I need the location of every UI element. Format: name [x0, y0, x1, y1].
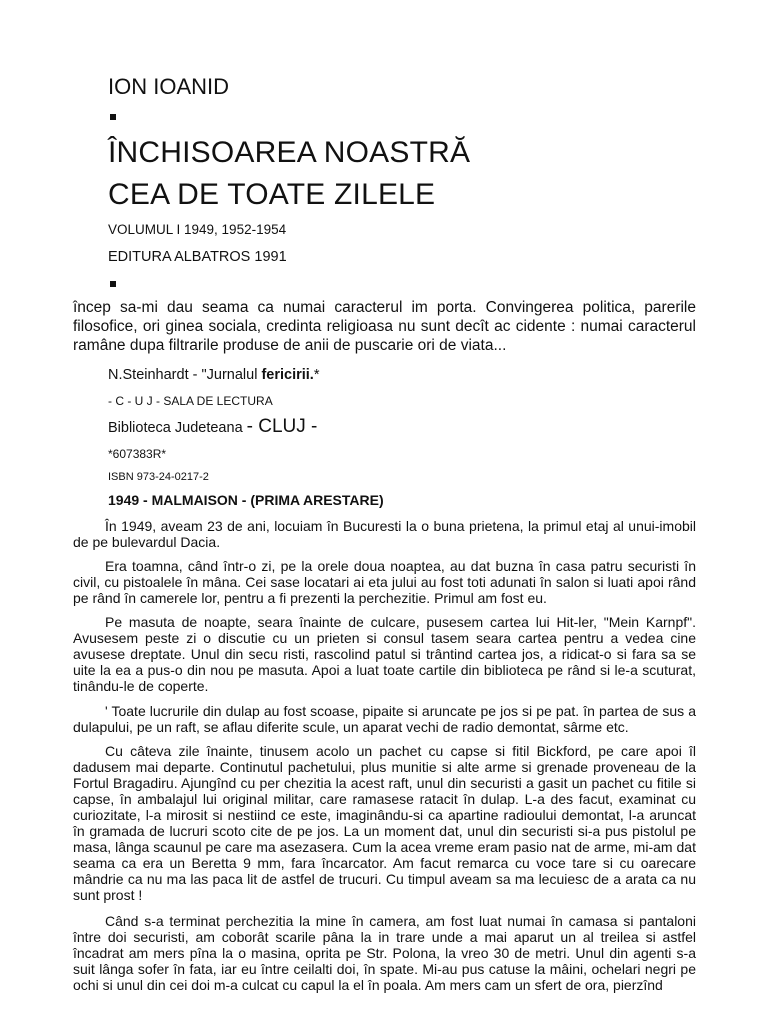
epigraph: încep sa-mi dau seama ca numai caracterul im porta. Convingerea politica, parerile filosofice, ori ginea sociala, credinta religioasa nu sunt decît ac cidente : numai caracterul ramâne dupa filtrarile produse de anii de puscarie ori de viata... — [73, 299, 696, 354]
library-city: - CLUJ - — [246, 416, 318, 437]
epigraph-source-bold: fericirii. — [261, 367, 314, 383]
epigraph-source — [108, 367, 320, 383]
paragraph: ' Toate lucrurile din dulap au fost scoase, pipaite si aruncate pe jos si pe pat. în partea de sus a dulapului, pe un raft, se aflau diferite scule, un aparat vechi de radio demontat, sârme etc. — [73, 703, 696, 735]
chapter-heading: 1949 - MALMAISON - (PRIMA ARESTARE) — [108, 492, 384, 508]
volume-info: VOLUMUL I 1949, 1952-1954 — [108, 222, 287, 237]
publisher-info: EDITURA ALBATROS 1991 — [108, 249, 287, 265]
catalog-number: *607383R* — [108, 447, 167, 461]
author-name: ION IOANID — [108, 74, 230, 99]
epigraph-source-text: N.Steinhardt - "Jurnalul — [108, 367, 262, 383]
paragraph: Cu câteva zile înainte, tinusem acolo un pachet cu capse si fitil Bickford, pe care apoi îl dadusem mai departe. Continutul pachetului, plus munitie si alte arme si grenade proveneau de la Fortul Bragadiru. Ajungînd cu per chezitia la acest raft, unul din securisti a gasit un pachet cu fitile si capse, în ambalajul lui original militar, care ramasese ratacit în dulap. L-a des facut, examinat cu curiozitate, l-a mirosit si nestiind ce este, imaginându-si ca apartine radioului demontat, l-a aruncat în gramada de lucruri scoto cite de pe jos. La un moment dat, unul din securisti si-a pus pistolul pe masa, lânga scaunul pe care ma asezasera. Cum la acea vreme eram pasio nat de arme, mi-am dat seama ca era un Beretta 9 mm, fara încarcator. Am facut remarca cu voce tare si cu oarecare mândrie ca nu ma las paca lit de astfel de trucuri. Cu timpul aveam sa ma lecuiesc de a arata ca nu sunt prost ! — [73, 743, 696, 903]
paragraph: În 1949, aveam 23 de ani, locuiam în Bucuresti la o buna prietena, la primul etaj al unui-imobil de pe bulevardul Dacia. — [73, 518, 696, 550]
library-line — [108, 416, 317, 438]
library-name: Biblioteca Judeteana — [108, 420, 247, 436]
library-stamp: - C - U J - SALA DE LECTURA — [108, 394, 273, 408]
book-title-line-2: CEA DE TOATE ZILELE — [108, 178, 436, 211]
paragraph: Pe masuta de noapte, seara înainte de culcare, pusesem cartea lui Hit-ler, "Mein Karnpf". Avusesem peste zi o discutie cu un prieten si consul tasem seara cartea pentru a vedea cine avusese dreptate. Unul din secu risti, rascolind patul si trântind cartea jos, a ridicat-o si fara sa se uite la ea a pus-o din nou pe masuta. Apoi a luat toate cartile din biblioteca pe rând si le-a scuturat, tinându-le de coperte. — [73, 614, 696, 694]
epigraph-source-end: * — [313, 367, 320, 383]
book-title-line-1: ÎNCHISOAREA NOASTRĂ — [108, 136, 471, 169]
paragraph: Când s-a terminat perchezitia la mine în camera, am fost luat numai în camasa si pantaloni între doi securisti, am coborât scarile pâna la in trare unde a mai aparut un al treilea si astfel încadrat am mers pîna la o masina, oprita pe Str. Polona, la vreo 30 de metri. Unul din agenti s-a suit lânga sofer în fata, iar eu între ceilalti doi, în spate. Mi-au pus catuse la mâini, ochelari negri pe ochi si unul din cei doi m-a culcat cu capul la el în poala. Am mers cam un sfert de ora, pierzînd — [73, 913, 696, 993]
isbn: ISBN 973-24-0217-2 — [108, 471, 209, 483]
bullet-marker — [110, 281, 116, 287]
bullet-marker — [110, 114, 116, 120]
paragraph: Era toamna, când într-o zi, pe la orele doua noaptea, au dat buzna în casa patru securisti în civil, cu pistoalele în mâna. Cei sase locatari ai eta jului au fost toti adunati în salon si luati apoi rând pe rând în camerele lor, pentru a fi prezenti la perchezitie. Primul am fost eu. — [73, 558, 696, 606]
